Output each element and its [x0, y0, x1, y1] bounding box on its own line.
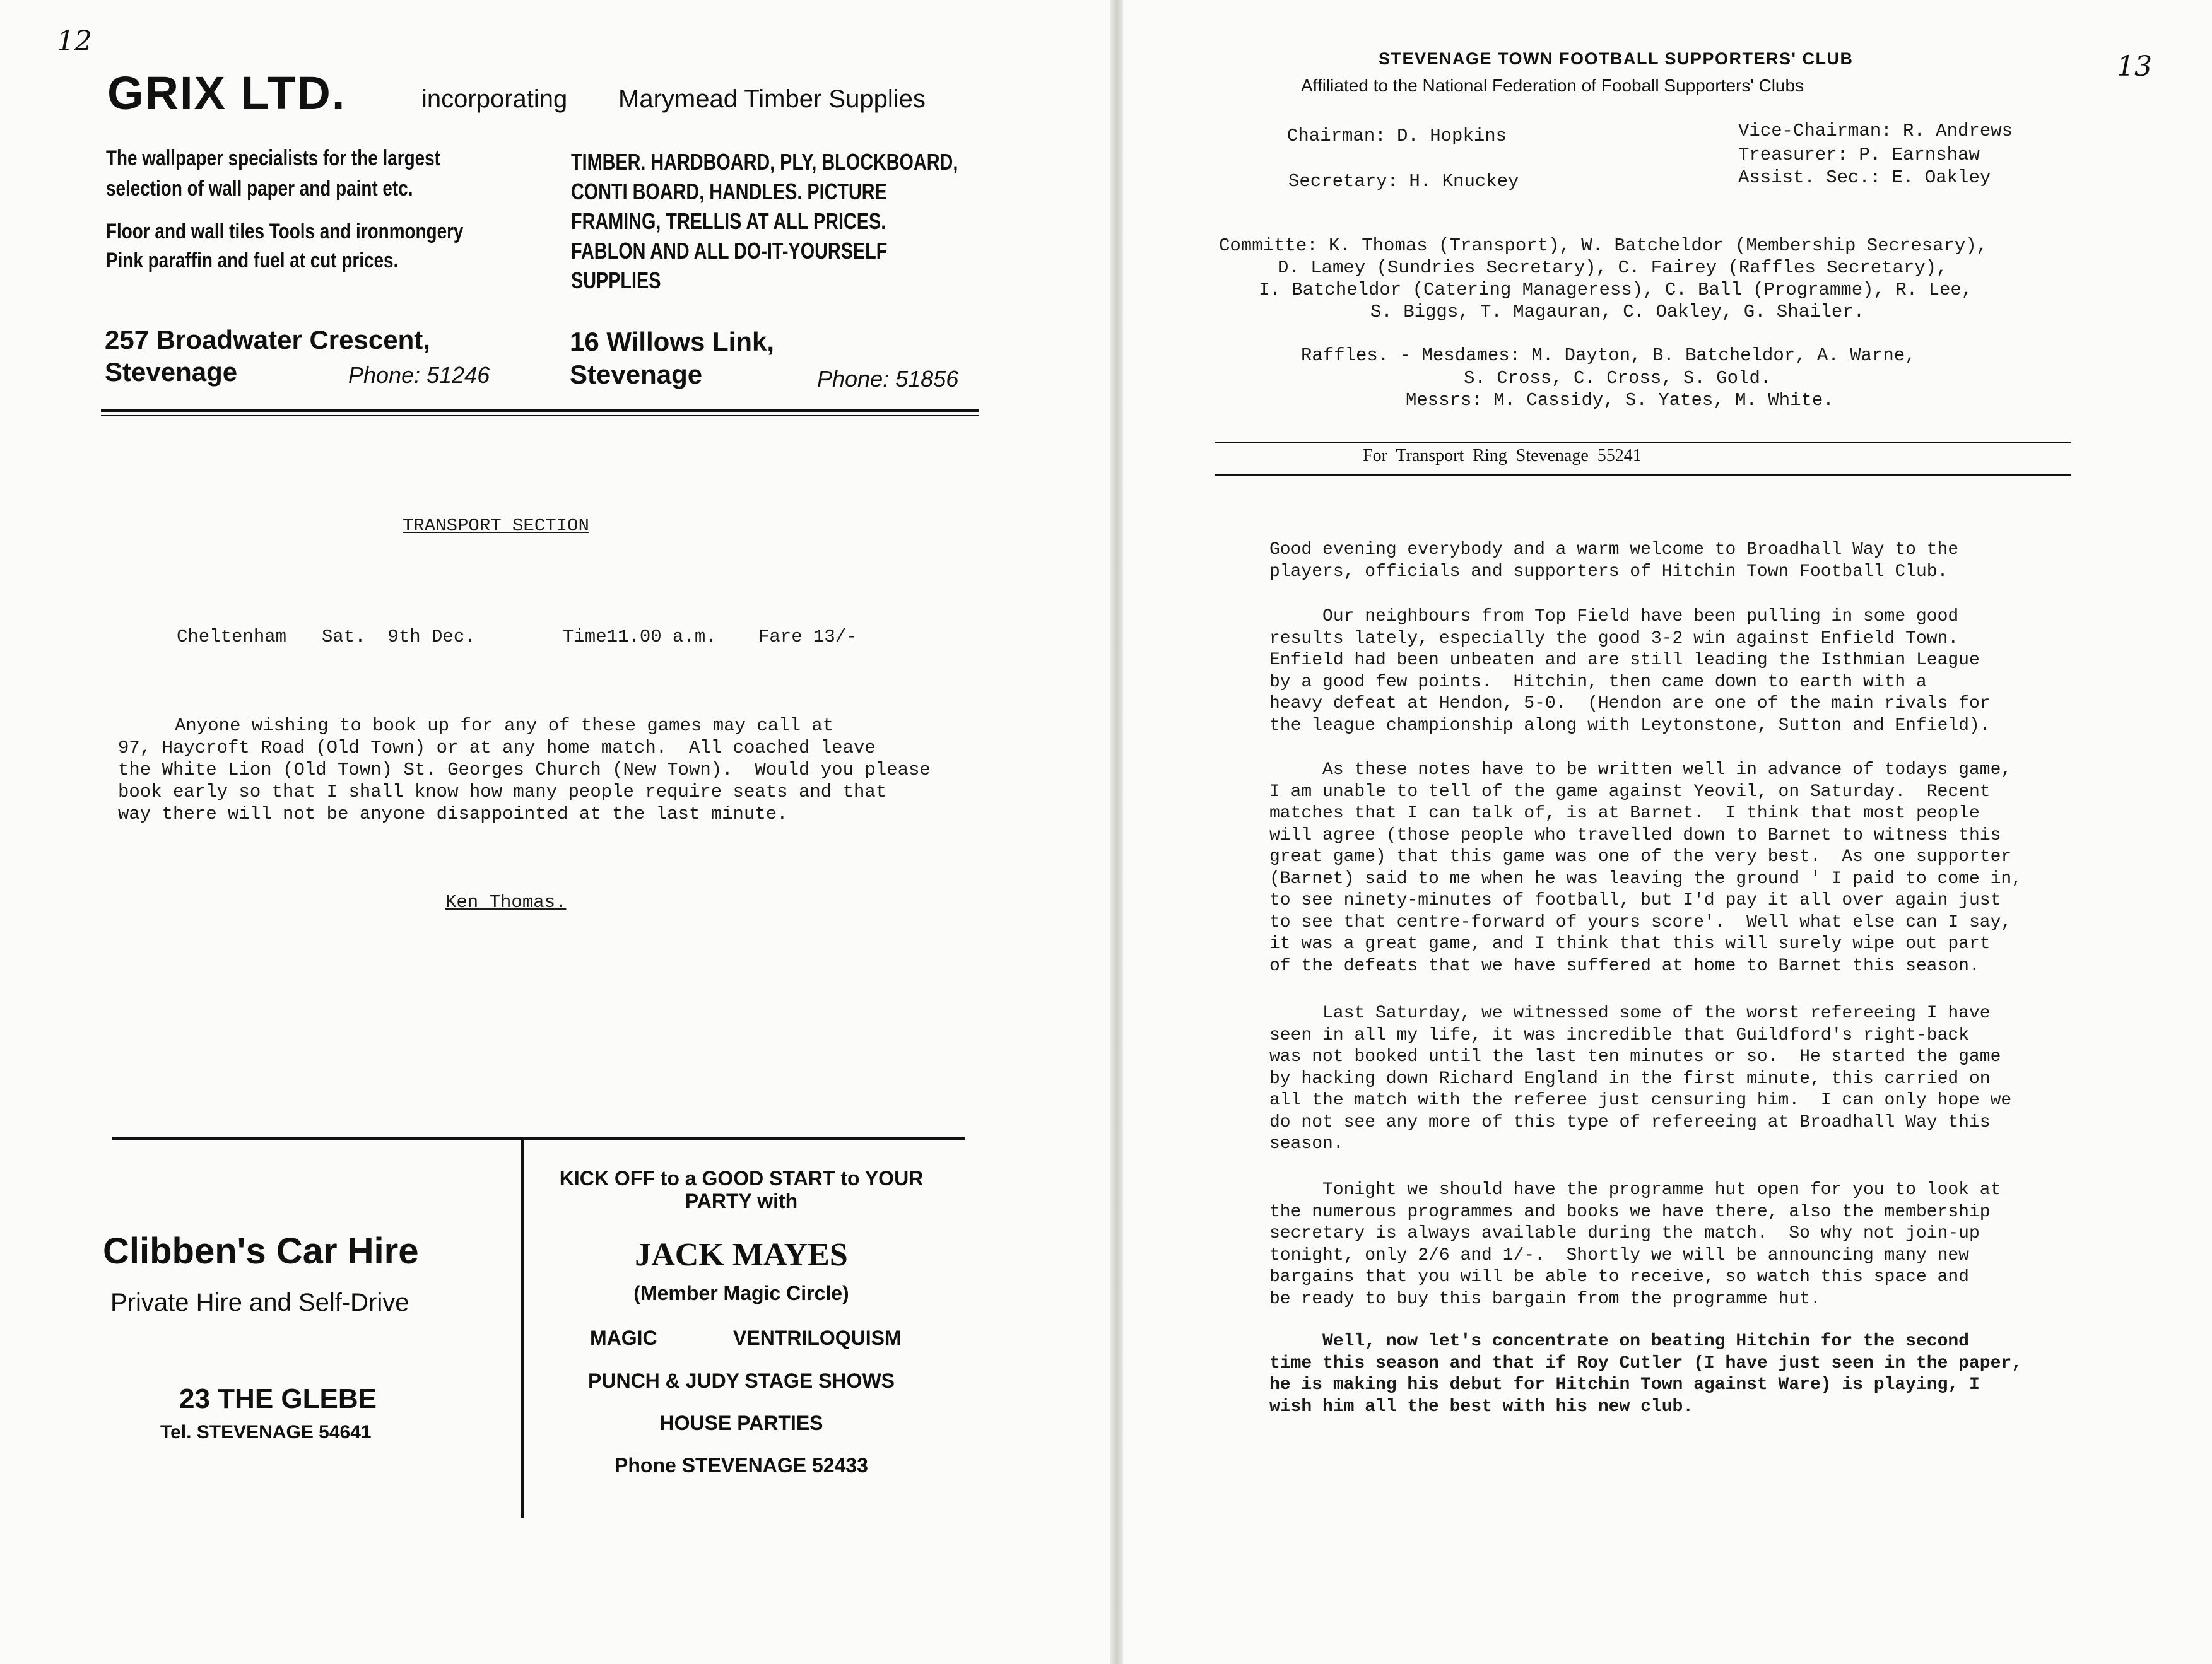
- grix-address2-phone: Phone: 51856: [817, 366, 959, 392]
- clibben-tel: Tel. STEVENAGE 54641: [160, 1422, 372, 1443]
- article-paragraph: [1269, 1331, 2022, 1418]
- mayes-service-punch-judy: PUNCH & JUDY STAGE SHOWS: [588, 1369, 895, 1392]
- article-line: by hacking down Richard England in the first minute, this carried on: [1269, 1069, 1991, 1089]
- ads-vertical-divider: [521, 1138, 524, 1518]
- grix-left-line1: The wallpaper specialists for the largest: [106, 146, 440, 170]
- officer-treasurer: Treasurer: P. Earnshaw: [1738, 144, 1980, 165]
- grix-right-line1: TIMBER. HARDBOARD, PLY, BLOCKBOARD,: [571, 149, 958, 175]
- article-line: Last Saturday, we witnessed some of the worst refereeing I have: [1269, 1004, 1991, 1023]
- clibben-tagline: Private Hire and Self-Drive: [110, 1289, 409, 1316]
- ads-top-divider: [112, 1137, 965, 1140]
- article-line: seen in all my life, it was incredible that Guildford's right-back: [1269, 1025, 1969, 1045]
- transport-body-line: book early so that I shall know how many people require seats and that: [118, 782, 887, 802]
- article-line: to see that centre-forward of yours score'. Well what else can I say,: [1269, 912, 2012, 932]
- mayes-line2: PARTY with: [685, 1190, 798, 1212]
- article-line: he is making his debut for Hitchin Town against Ware) is playing, I: [1269, 1375, 1980, 1395]
- article-paragraph: [1269, 606, 1991, 737]
- mayes-service-magic: MAGIC: [590, 1327, 657, 1349]
- page-number-right: 13: [2117, 50, 2152, 83]
- article-line: Good evening everybody and a warm welcome to Broadhall Way to the: [1269, 540, 1959, 560]
- article-line: the league championship along with Leytonstone, Sutton and Enfield).: [1269, 715, 1991, 735]
- trip-fare: Fare 13/-: [758, 626, 857, 647]
- transport-heading: TRANSPORT SECTION: [403, 515, 589, 536]
- grix-right-line4: FABLON AND ALL DO-IT-YOURSELF: [571, 238, 888, 264]
- club-name: STEVENAGE TOWN FOOTBALL SUPPORTERS' CLUB: [1379, 49, 1854, 68]
- clibben-name: Clibben's Car Hire: [103, 1231, 419, 1272]
- article-line: will agree (those people who travelled down to Barnet to witness this: [1269, 825, 2001, 845]
- grix-divider: [101, 409, 979, 412]
- article-paragraph: [1269, 759, 2022, 977]
- grix-right-line2: CONTI BOARD, HANDLES. PICTURE: [571, 179, 887, 204]
- grix-incorporating: incorporating: [421, 85, 568, 113]
- transport-body-line: 97, Haycroft Road (Old Town) or at any home match. All coached leave: [118, 737, 876, 758]
- article-paragraph: [1269, 1003, 2011, 1156]
- page-fold: [1110, 0, 1123, 1664]
- article-line: tonight, only 2/6 and 1/-. Shortly we will be announcing many new: [1269, 1245, 1969, 1265]
- committee-line: I. Batcheldor (Catering Manageress), C. Ball (Programme), R. Lee,: [1259, 279, 1973, 300]
- officer-chairman: Chairman: D. Hopkins: [1287, 126, 1507, 146]
- grix-subsidiary: Marymead Timber Supplies: [618, 85, 926, 113]
- article-line: do not see any more of this type of refereeing at Broadhall Way this: [1269, 1112, 1991, 1132]
- transport-line-top-rule: [1215, 442, 2071, 443]
- club-affiliation: Affiliated to the National Federation of Fooball Supporters' Clubs: [1301, 76, 1804, 95]
- article-line: to see ninety-minutes of football, but I'd pay it all over again just: [1269, 891, 2001, 910]
- grix-left-line4: Pink paraffin and fuel at cut prices.: [106, 249, 399, 272]
- grix-address1-town: Stevenage: [105, 357, 238, 387]
- article-line: by a good few points. Hitchin, then came down to earth with a: [1269, 672, 1927, 692]
- article-line: Our neighbours from Top Field have been pulling in some good: [1269, 607, 1959, 626]
- article-line: great game) that this game was one of the very best. As one supporter: [1269, 847, 2012, 867]
- article-line: time this season and that if Roy Cutler (I have just seen in the paper,: [1269, 1353, 2022, 1373]
- article-line: results lately, especially the good 3-2 win against Enfield Town.: [1269, 628, 1959, 648]
- trip-place: Cheltenham: [177, 626, 287, 647]
- grix-address2-town: Stevenage: [570, 360, 703, 389]
- right-page: [1123, 0, 2212, 1664]
- mayes-service-ventriloquism: VENTRILOQUISM: [733, 1327, 902, 1349]
- mayes-name: JACK MAYES: [635, 1237, 848, 1273]
- article-paragraph: [1269, 539, 1958, 583]
- article-line: was not booked until the last ten minutes or so. He started the game: [1269, 1047, 2001, 1067]
- grix-address2-street: 16 Willows Link,: [570, 327, 775, 356]
- raffles-line: Raffles. - Mesdames: M. Dayton, B. Batcheldor, A. Warne,: [1301, 345, 1916, 366]
- mayes-line1: KICK OFF to a GOOD START to YOUR: [559, 1167, 924, 1190]
- grix-address1-phone: Phone: 51246: [348, 362, 490, 388]
- article-line: (Barnet) said to me when he was leaving the ground ' I paid to come in,: [1269, 869, 2022, 889]
- article-line: matches that I can talk of, is at Barnet. I think that most people: [1269, 804, 1980, 823]
- article-line: secretary is always available during the match. So why not join-up: [1269, 1224, 1980, 1243]
- article-line: season.: [1269, 1134, 1344, 1154]
- grix-left-line3: Floor and wall tiles Tools and ironmongery: [106, 220, 464, 243]
- transport-signature: Ken Thomas.: [445, 892, 567, 913]
- grix-right-line3: FRAMING, TRELLIS AT ALL PRICES.: [571, 208, 886, 234]
- article-line: it was a great game, and I think that this will surely wipe out part: [1269, 934, 1991, 954]
- grix-divider-thin: [101, 415, 979, 416]
- transport-body-line: Anyone wishing to book up for any of these games may call at: [175, 715, 834, 736]
- article-paragraph: [1269, 1180, 2001, 1310]
- article-line: wish him all the best with his new club.: [1269, 1397, 1694, 1417]
- mayes-member: (Member Magic Circle): [633, 1282, 849, 1304]
- article-line: Well, now let's concentrate on beating Hitchin for the second: [1269, 1332, 1969, 1351]
- grix-left-line2: selection of wall paper and paint etc.: [106, 177, 413, 201]
- mayes-phone: Phone STEVENAGE 52433: [615, 1454, 868, 1477]
- mayes-service-house-parties: HOUSE PARTIES: [659, 1412, 823, 1434]
- article-line: I am unable to tell of the game against Yeovil, on Saturday. Recent: [1269, 782, 1991, 802]
- trip-time: Time11.00 a.m.: [563, 626, 717, 647]
- article-line: players, officials and supporters of Hitchin Town Football Club.: [1269, 561, 1948, 582]
- committee-line: Committe: K. Thomas (Transport), W. Batcheldor (Membership Secresary),: [1219, 235, 1988, 256]
- page-number-left: 12: [57, 25, 92, 57]
- transport-line-bottom-rule: [1215, 474, 2071, 476]
- article-line: be ready to buy this bargain from the programme hut.: [1269, 1289, 1821, 1309]
- officer-secretary: Secretary: H. Knuckey: [1288, 171, 1519, 192]
- article-line: all the match with the referee just censuring him. I can only hope we: [1269, 1091, 2012, 1110]
- officer-vice-chairman: Vice-Chairman: R. Andrews: [1738, 120, 2013, 141]
- grix-company-name: GRIX LTD.: [107, 67, 346, 119]
- grix-right-line5: SUPPLIES: [571, 267, 661, 293]
- committee-line: D. Lamey (Sundries Secretary), C. Fairey (Raffles Secretary),: [1278, 257, 1948, 278]
- grix-address1-street: 257 Broadwater Crescent,: [105, 325, 430, 354]
- article-line: bargains that you will be able to receive, so watch this space and: [1269, 1267, 1969, 1287]
- raffles-line: Messrs: M. Cassidy, S. Yates, M. White.: [1406, 390, 1834, 411]
- article-line: heavy defeat at Hendon, 5-0. (Hendon are one of the main rivals for: [1269, 694, 1991, 713]
- article-line: As these notes have to be written well in advance of todays game,: [1269, 760, 2012, 780]
- committee-line: S. Biggs, T. Magauran, C. Oakley, G. Shailer.: [1370, 302, 1865, 322]
- clibben-address: 23 THE GLEBE: [179, 1383, 377, 1414]
- transport-body-line: the White Lion (Old Town) St. Georges Church (New Town). Would you please: [118, 759, 931, 780]
- transport-body-line: way there will not be anyone disappointed at the last minute.: [118, 804, 788, 824]
- article-line: the numerous programmes and books we have there, also the membership: [1269, 1202, 1991, 1222]
- article-line: of the defeats that we have suffered at home to Barnet this season.: [1269, 956, 1980, 976]
- raffles-line: S. Cross, C. Cross, S. Gold.: [1464, 368, 1772, 389]
- article-line: Tonight we should have the programme hut open for you to look at: [1269, 1180, 2001, 1200]
- officer-assist-sec: Assist. Sec.: E. Oakley: [1738, 167, 1991, 188]
- transport-ring-line: For Transport Ring Stevenage 55241: [1363, 446, 1642, 466]
- article-line: Enfield had been unbeaten and are still leading the Isthmian League: [1269, 650, 1980, 670]
- trip-date: Sat. 9th Dec.: [322, 626, 476, 647]
